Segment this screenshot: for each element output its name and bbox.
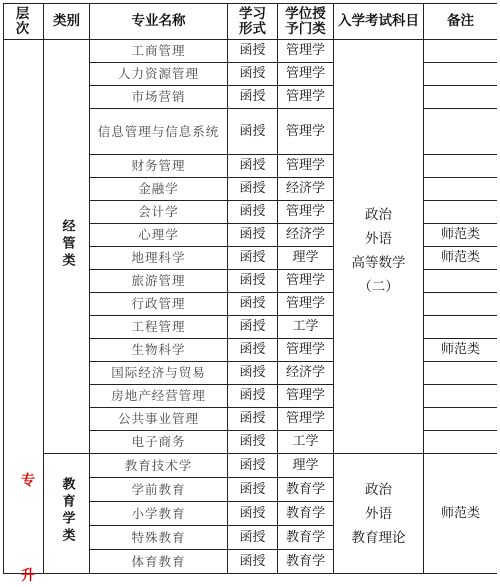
degree-category: 教育学	[278, 502, 334, 526]
remark: 师范类	[424, 224, 498, 247]
table-row	[4, 454, 498, 478]
exam-subjects	[334, 454, 424, 574]
degree-category: 管理学	[278, 293, 334, 316]
header-level: 层次	[4, 4, 44, 40]
study-mode: 函授	[228, 316, 278, 339]
degree-category: 工学	[278, 431, 334, 454]
table-row	[4, 40, 498, 63]
major-name: 地理科学	[90, 247, 228, 270]
major-name: 房地产经营管理	[90, 385, 228, 408]
degree-category: 管理学	[278, 385, 334, 408]
study-mode: 函授	[228, 385, 278, 408]
exam-subject: 外语	[365, 230, 392, 247]
category-cell	[44, 40, 90, 454]
major-name: 财务管理	[90, 155, 228, 178]
major-name: 教育技术学	[90, 454, 228, 478]
major-name: 金融学	[90, 178, 228, 201]
degree-category: 理学	[278, 247, 334, 270]
exam-subject: 政治	[365, 481, 392, 498]
major-name: 市场营销	[90, 86, 228, 109]
study-mode: 函授	[228, 362, 278, 385]
major-name: 电子商务	[90, 431, 228, 454]
study-mode: 函授	[228, 431, 278, 454]
remark	[424, 293, 498, 316]
degree-category: 管理学	[278, 339, 334, 362]
study-mode: 函授	[228, 86, 278, 109]
study-mode: 函授	[228, 526, 278, 550]
remark	[424, 40, 498, 63]
major-name: 生物科学	[90, 339, 228, 362]
study-mode: 函授	[228, 247, 278, 270]
study-mode: 函授	[228, 293, 278, 316]
remark	[424, 431, 498, 454]
degree-category: 管理学	[278, 201, 334, 224]
major-name: 心理学	[90, 224, 228, 247]
major-name: 特殊教育	[90, 526, 228, 550]
study-mode: 函授	[228, 201, 278, 224]
remark: 师范类	[424, 454, 498, 574]
study-mode: 函授	[228, 155, 278, 178]
major-name: 体育教育	[90, 550, 228, 574]
major-name: 信息管理与信息系统	[90, 109, 228, 155]
degree-category: 管理学	[278, 270, 334, 293]
major-name: 小学教育	[90, 502, 228, 526]
remark: 师范类	[424, 247, 498, 270]
header-remark: 备注	[424, 4, 498, 40]
exam-subject: 高等数学	[351, 254, 406, 271]
degree-category: 经济学	[278, 224, 334, 247]
degree-category: 经济学	[278, 362, 334, 385]
degree-category: 工学	[278, 316, 334, 339]
remark	[424, 201, 498, 224]
study-mode: 函授	[228, 408, 278, 431]
degree-category: 管理学	[278, 155, 334, 178]
degree-category: 经济学	[278, 178, 334, 201]
degree-category: 教育学	[278, 550, 334, 574]
category-label: 教育学类	[59, 477, 75, 545]
exam-subjects	[334, 40, 424, 454]
major-name: 公共事业管理	[90, 408, 228, 431]
remark: 师范类	[424, 339, 498, 362]
remark	[424, 155, 498, 178]
remark	[424, 385, 498, 408]
remark	[424, 362, 498, 385]
degree-category: 管理学	[278, 63, 334, 86]
major-name: 旅游管理	[90, 270, 228, 293]
exam-subject: 教育理论	[351, 529, 406, 546]
major-name: 行政管理	[90, 293, 228, 316]
study-mode: 函授	[228, 178, 278, 201]
study-mode: 函授	[228, 224, 278, 247]
remark	[424, 270, 498, 293]
degree-category: 管理学	[278, 86, 334, 109]
degree-category: 教育学	[278, 526, 334, 550]
study-mode: 函授	[228, 478, 278, 502]
category-cell	[44, 454, 90, 574]
study-mode: 函授	[228, 550, 278, 574]
degree-category: 管理学	[278, 408, 334, 431]
level-cell	[4, 40, 44, 574]
major-name: 工程管理	[90, 316, 228, 339]
remark	[424, 316, 498, 339]
remark	[424, 63, 498, 86]
major-name: 工商管理	[90, 40, 228, 63]
header-exam: 入学考试科目	[334, 4, 424, 40]
remark	[424, 109, 498, 155]
remark	[424, 86, 498, 109]
header-degree: 学位授予门类	[278, 4, 334, 40]
header-row	[4, 4, 498, 40]
study-mode: 函授	[228, 502, 278, 526]
category-label: 经管类	[59, 218, 75, 270]
exam-subject: 政治	[365, 206, 392, 223]
remark	[424, 408, 498, 431]
enrollment-table	[3, 3, 497, 587]
study-mode: 函授	[228, 339, 278, 362]
major-name: 人力资源管理	[90, 63, 228, 86]
degree-category: 教育学	[278, 478, 334, 502]
exam-subject: （二）	[358, 278, 399, 295]
remark	[424, 178, 498, 201]
study-mode: 函授	[228, 454, 278, 478]
level-char-2: 升	[21, 568, 35, 584]
degree-category: 理学	[278, 454, 334, 478]
degree-category: 管理学	[278, 40, 334, 63]
header-major: 专业名称	[90, 4, 228, 40]
degree-category: 管理学	[278, 109, 334, 155]
major-name: 国际经济与贸易	[90, 362, 228, 385]
major-name: 学前教育	[90, 478, 228, 502]
level-char-1: 专	[21, 473, 35, 489]
header-category: 类别	[44, 4, 90, 40]
major-name: 会计学	[90, 201, 228, 224]
study-mode: 函授	[228, 109, 278, 155]
study-mode: 函授	[228, 270, 278, 293]
header-study-mode: 学习形式	[228, 4, 278, 40]
exam-subject: 外语	[365, 505, 392, 522]
study-mode: 函授	[228, 63, 278, 86]
study-mode: 函授	[228, 40, 278, 63]
